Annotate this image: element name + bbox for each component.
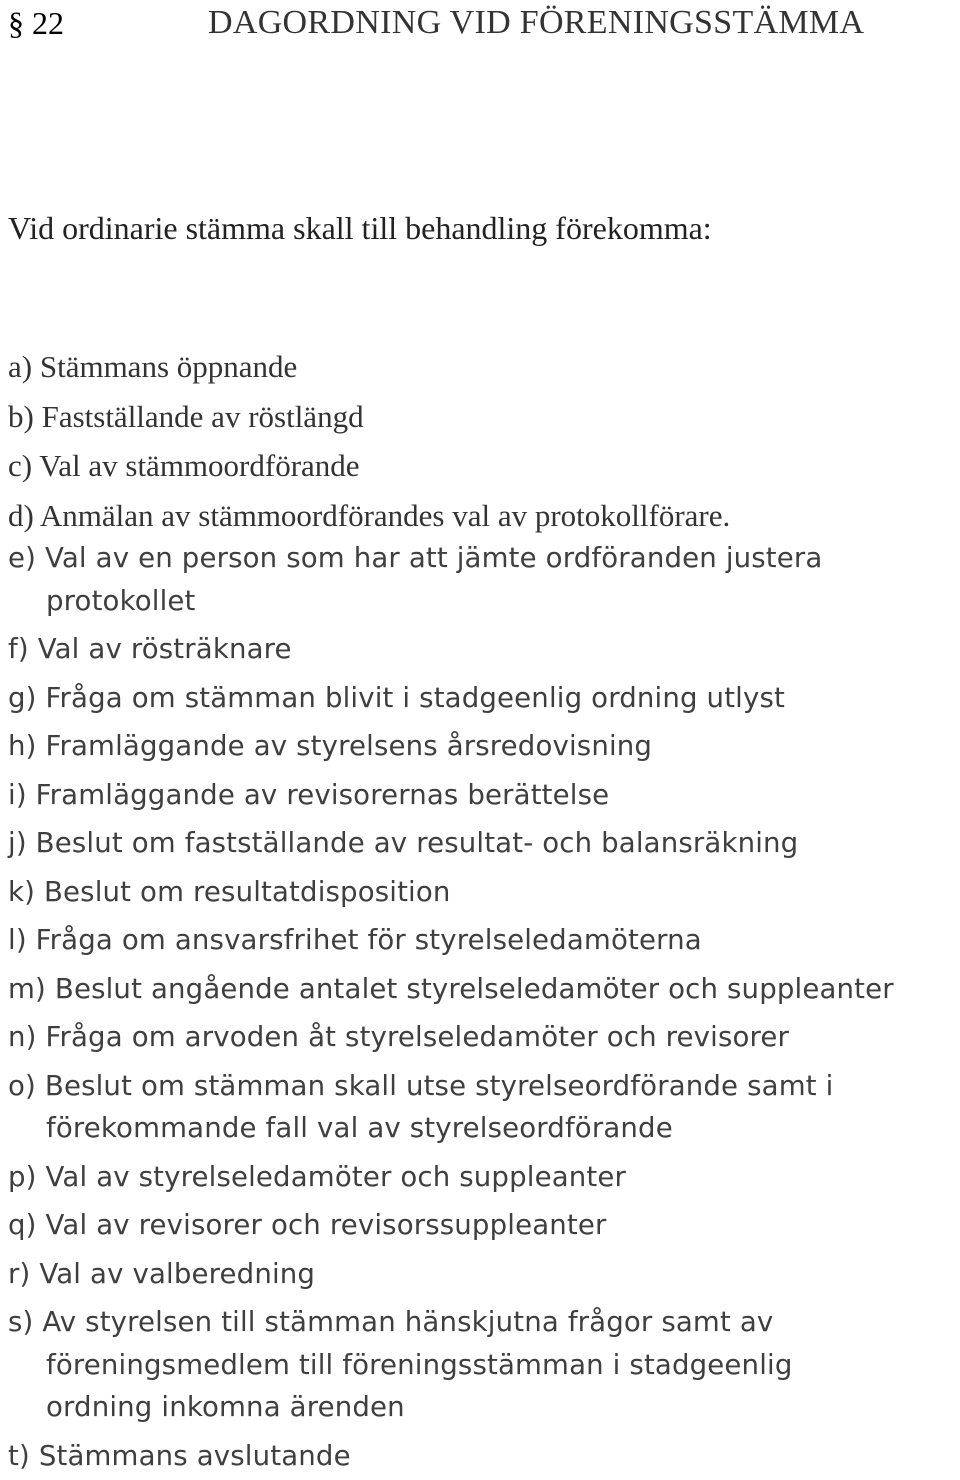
agenda-item-text: Val av stämmoordförande	[39, 448, 359, 483]
agenda-item-marker: b)	[8, 399, 34, 434]
agenda-item-text: Val av valberedning	[39, 1257, 315, 1290]
agenda-item-c	[8, 441, 953, 491]
agenda-item-text: Beslut om resultatdisposition	[44, 875, 451, 908]
document-header	[8, 2, 953, 44]
agenda-item-h	[8, 722, 953, 771]
agenda-item-text: Val av revisorer och revisorssuppleanter	[46, 1208, 607, 1241]
agenda-item-marker: o)	[8, 1069, 36, 1102]
agenda-item-marker: c)	[8, 448, 32, 483]
agenda-item-d	[8, 491, 953, 541]
agenda-item-marker: f)	[8, 632, 29, 665]
agenda-item-marker: e)	[8, 541, 36, 574]
agenda-item-j	[8, 819, 953, 868]
agenda-item-e	[8, 537, 953, 622]
agenda-item-text: Beslut om fastställande av resultat- och balansräkning	[36, 826, 799, 859]
agenda-item-text: Framläggande av revisorernas berättelse	[36, 778, 610, 811]
agenda-item-marker: h)	[8, 729, 37, 762]
agenda-list-part-1	[8, 342, 953, 540]
agenda-item-text: Stämmans avslutande	[39, 1439, 351, 1472]
agenda-item-marker: g)	[8, 681, 37, 714]
agenda-item-continuation: ordning inkomna ärenden	[8, 1386, 953, 1429]
agenda-item-text: Val av styrelseledamöter och suppleanter	[46, 1160, 626, 1193]
agenda-item-r	[8, 1250, 953, 1299]
agenda-item-a	[8, 342, 953, 392]
section-number: § 22	[8, 2, 64, 44]
agenda-item-marker: s)	[8, 1305, 33, 1338]
agenda-item-continuation: förekommande fall val av styrelseordförande	[8, 1107, 953, 1150]
agenda-item-text: Fastställande av röstlängd	[42, 399, 364, 434]
agenda-item-b	[8, 392, 953, 442]
agenda-item-marker: l)	[8, 923, 27, 956]
agenda-item-text: Framläggande av styrelsens årsredovisning	[45, 729, 652, 762]
agenda-item-marker: t)	[8, 1439, 30, 1472]
agenda-item-text: Av styrelsen till stämman hänskjutna frågor samt av	[42, 1305, 773, 1338]
agenda-item-marker: r)	[8, 1257, 30, 1290]
agenda-item-marker: k)	[8, 875, 35, 908]
agenda-list-part-2	[8, 534, 953, 1480]
agenda-item-marker: a)	[8, 349, 32, 384]
agenda-item-n	[8, 1013, 953, 1062]
agenda-item-marker: m)	[8, 972, 46, 1005]
agenda-item-o	[8, 1065, 953, 1150]
agenda-item-marker: q)	[8, 1208, 37, 1241]
agenda-item-l	[8, 916, 953, 965]
agenda-item-text: Beslut om stämman skall utse styrelseordförande samt i	[45, 1069, 834, 1102]
page-title: DAGORDNING VID FÖRENINGSSTÄMMA	[208, 2, 864, 44]
agenda-item-s	[8, 1301, 953, 1429]
agenda-item-text: Fråga om ansvarsfrihet för styrelseledamöterna	[36, 923, 702, 956]
agenda-item-marker: j)	[8, 826, 27, 859]
agenda-item-m	[8, 965, 953, 1014]
agenda-item-text: Fråga om arvoden åt styrelseledamöter och revisorer	[45, 1020, 789, 1053]
agenda-item-text: Stämmans öppnande	[40, 349, 297, 384]
agenda-item-marker: i)	[8, 778, 27, 811]
agenda-item-text: Beslut angående antalet styrelseledamöter och suppleanter	[55, 972, 894, 1005]
agenda-item-continuation: protokollet	[8, 580, 953, 623]
agenda-item-q	[8, 1201, 953, 1250]
agenda-item-f	[8, 625, 953, 674]
agenda-item-text: Fråga om stämman blivit i stadgeenlig ordning utlyst	[46, 681, 785, 714]
agenda-item-k	[8, 868, 953, 917]
agenda-item-p	[8, 1153, 953, 1202]
agenda-item-continuation: föreningsmedlem till föreningsstämman i stadgeenlig	[8, 1344, 953, 1387]
agenda-item-i	[8, 771, 953, 820]
agenda-item-text: Val av en person som har att jämte ordföranden justera	[45, 541, 822, 574]
agenda-item-text: Anmälan av stämmoordförandes val av protokollförare.	[40, 498, 730, 533]
agenda-item-marker: n)	[8, 1020, 37, 1053]
agenda-item-marker: p)	[8, 1160, 37, 1193]
agenda-item-marker: d)	[8, 498, 34, 533]
agenda-item-g	[8, 674, 953, 723]
agenda-item-t	[8, 1432, 953, 1480]
agenda-item-text: Val av rösträknare	[38, 632, 292, 665]
intro-text: Vid ordinarie stämma skall till behandling förekomma:	[8, 207, 712, 249]
